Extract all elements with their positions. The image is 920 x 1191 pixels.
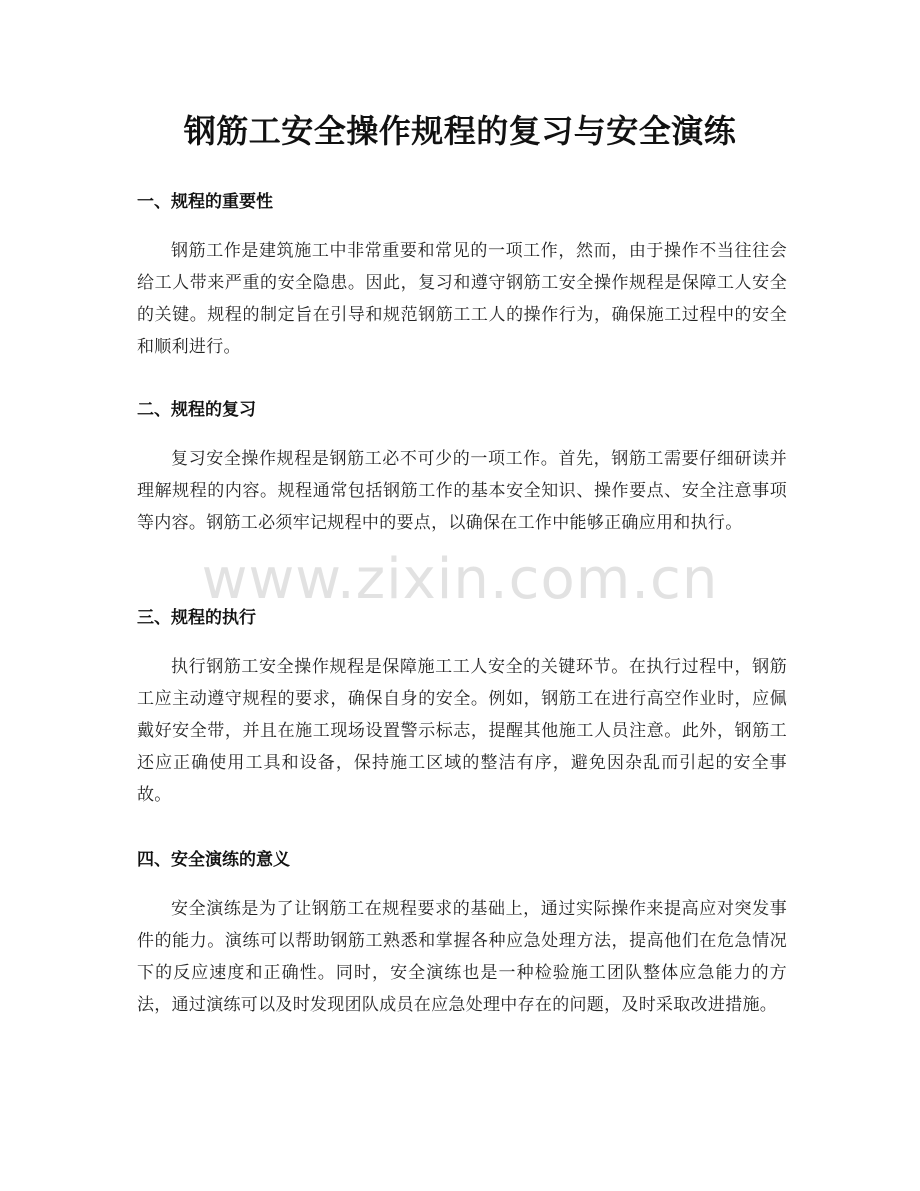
section-body-review: 复习安全操作规程是钢筋工必不可少的一项工作。首先，钢筋工需要仔细研读并理解规程的内容。规程通常包括钢筋工作的基本安全知识、操作要点、安全注意事项等内容。钢筋工必须牢记规程中的要点，以确保在工作中能够正确应用和执行。 — [137, 449, 787, 533]
section-heading-drill-significance: 四、安全演练的意义 — [137, 850, 290, 870]
section-body-execution: 执行钢筋工安全操作规程是保障施工工人安全的关键环节。在执行过程中，钢筋工应主动遵守规程的要求，确保自身的安全。例如，钢筋工在进行高空作业时，应佩戴好安全带，并且在施工现场设置警示标志，提醒其他施工人员注意。此外，钢筋工还应正确使用工具和设备，保持施工区域的整洁有序，避免因杂乱而引起的安全事故。 — [137, 657, 787, 805]
section-heading-execution: 三、规程的执行 — [137, 608, 256, 628]
watermark: www.zixin.com.cn — [201, 547, 719, 612]
document-title: 钢筋工安全操作规程的复习与安全演练 — [183, 112, 737, 150]
section-heading-review: 二、规程的复习 — [137, 400, 256, 420]
section-body-importance: 钢筋工作是建筑施工中非常重要和常见的一项工作，然而，由于操作不当往往会给工人带来严重的安全隐患。因此，复习和遵守钢筋工安全操作规程是保障工人安全的关键。规程的制定旨在引导和规范钢筋工工人的操作行为，确保施工过程中的安全和顺利进行。 — [137, 241, 787, 357]
section-body-drill-significance: 安全演练是为了让钢筋工在规程要求的基础上，通过实际操作来提高应对突发事件的能力。演练可以帮助钢筋工熟悉和掌握各种应急处理方法，提高他们在危急情况下的反应速度和正确性。同时，安全演练也是一种检验施工团队整体应急能力的方法，通过演练可以及时发现团队成员在应急处理中存在的问题，及时采取改进措施。 — [137, 899, 787, 1015]
section-heading-importance: 一、规程的重要性 — [137, 192, 273, 212]
